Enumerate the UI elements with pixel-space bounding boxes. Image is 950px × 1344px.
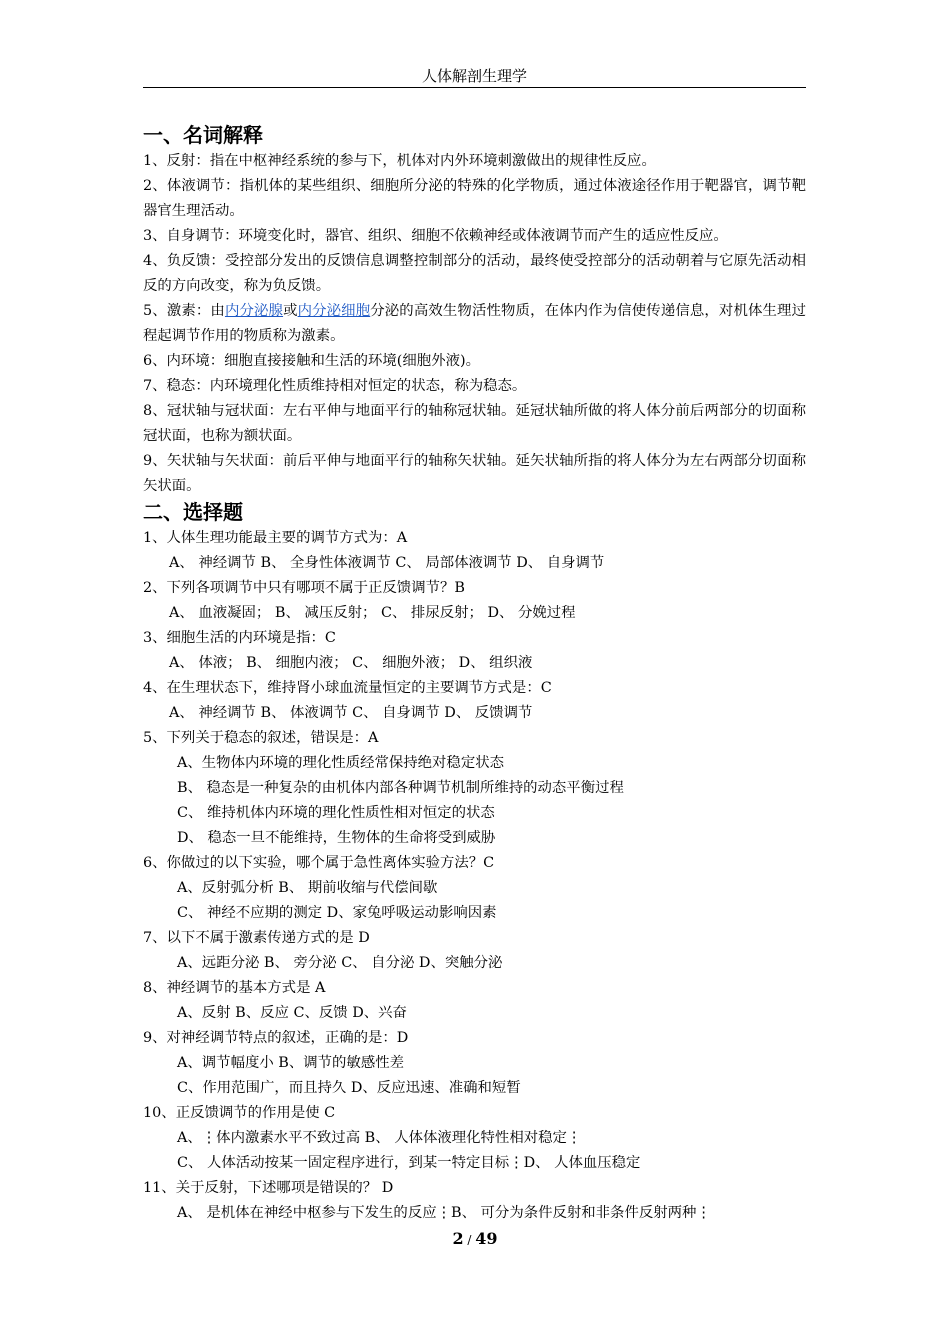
question-options: A、 体液； B、 细胞内液； C、 细胞外液； D、 组织液 <box>169 655 533 671</box>
definition-item <box>143 299 806 349</box>
page-total: 49 <box>475 1229 498 1248</box>
definition-item: 2、体液调节：指机体的某些组织、细胞所分泌的特殊的化学物质，通过体液途径作用于靶器官，调节靶器官生理活动。 <box>143 178 806 219</box>
question-options: A、 神经调节 B、 全身性体液调节 C、 局部体液调节 D、 自身调节 <box>169 555 605 571</box>
definition-text: 或 <box>283 303 298 319</box>
question: 1、人体生理功能最主要的调节方式为：A <box>143 530 408 546</box>
question: 8、神经调节的基本方式是 A <box>143 980 326 996</box>
question: 9、对神经调节特点的叙述，正确的是：D <box>143 1030 409 1046</box>
section-heading-definitions: 一、名词解释 <box>143 123 263 147</box>
definition-text: 分泌的高效生物活性物质，在体内作为信使传递信息，对机体生理过程起调节作用的物质称为激素。 <box>143 303 806 344</box>
question: 11、关于反射，下述哪项是错误的？ D <box>143 1180 394 1196</box>
page-number <box>0 1228 950 1251</box>
question-options: A、远距分泌 B、 旁分泌 C、 自分泌 D、突触分泌 <box>177 955 503 971</box>
definition-item: 3、自身调节：环境变化时，器官、组织、细胞不依赖神经或体液调节而产生的适应性反应。 <box>143 228 728 244</box>
page-header: 人体解剖生理学 <box>421 67 527 85</box>
question-options: C、 人体活动按某一固定程序进行，到某一特定目标⋮D、 人体血压稳定 <box>177 1155 641 1171</box>
definition-item: 9、矢状轴与矢状面：前后平伸与地面平行的轴称矢状轴。延矢状轴所指的将人体分为左右两部分切面称矢状面。 <box>143 453 806 494</box>
question: 10、正反馈调节的作用是使 C <box>143 1105 336 1121</box>
section-heading-choices: 二、选择题 <box>143 500 243 524</box>
link-endocrine-cell[interactable]: 内分泌细胞 <box>297 303 371 319</box>
link-endocrine-gland[interactable]: 内分泌腺 <box>224 303 284 319</box>
page-content <box>143 122 813 1226</box>
question: 6、你做过的以下实验，哪个属于急性离体实验方法？C <box>143 855 495 871</box>
question-options: A、 是机体在神经中枢参与下发生的反应⋮B、 可分为条件反射和非条件反射两种⋮ <box>177 1205 711 1221</box>
question: 2、下列各项调节中只有哪项不属于正反馈调节？B <box>143 580 465 596</box>
question: 3、细胞生活的内环境是指：C <box>143 630 336 646</box>
page-separator: / <box>463 1233 476 1247</box>
question-options: C、作用范围广，而且持久 D、反应迅速、准确和短暂 <box>177 1080 521 1096</box>
definition-text: 5、激素：由 <box>143 303 225 319</box>
header-divider <box>143 87 806 88</box>
question: 4、在生理状态下，维持肾小球血流量恒定的主要调节方式是：C <box>143 680 552 696</box>
question-options: A、 神经调节 B、 体液调节 C、 自身调节 D、 反馈调节 <box>169 705 533 721</box>
definition-item: 4、负反馈：受控部分发出的反馈信息调整控制部分的活动，最终使受控部分的活动朝着与它原先活动相反的方向改变，称为负反馈。 <box>143 253 806 294</box>
question-options: A、反射 B、反应 C、反馈 D、兴奋 <box>177 1005 407 1021</box>
definition-item: 8、冠状轴与冠状面：左右平伸与地面平行的轴称冠状轴。延冠状轴所做的将人体分前后两部分的切面称冠状面，也称为额状面。 <box>143 403 806 444</box>
definition-item: 6、内环境：细胞直接接触和生活的环境(细胞外液)。 <box>143 353 480 369</box>
question-options: B、 稳态是一种复杂的由机体内部各种调节机制所维持的动态平衡过程 <box>177 780 624 796</box>
question-options: C、 维持机体内环境的理化性质性相对恒定的状态 <box>177 805 495 821</box>
question-options: A、 血液凝固； B、 减压反射； C、 排尿反射； D、 分娩过程 <box>169 605 576 621</box>
question-options: C、 神经不应期的测定 D、家兔呼吸运动影响因素 <box>177 905 497 921</box>
question-options: A、调节幅度小 B、调节的敏感性差 <box>177 1055 405 1071</box>
definition-item: 7、稳态：内环境理化性质维持相对恒定的状态，称为稳态。 <box>143 378 527 394</box>
question-options: D、 稳态一旦不能维持，生物体的生命将受到威胁 <box>177 830 496 846</box>
question: 7、以下不属于激素传递方式的是 D <box>143 930 370 946</box>
question-options: A、生物体内环境的理化性质经常保持绝对稳定状态 <box>177 755 504 771</box>
page-current: 2 <box>452 1229 464 1248</box>
question-options: A、⋮体内激素水平不致过高 B、 人体体液理化特性相对稳定⋮ <box>177 1130 582 1146</box>
question: 5、下列关于稳态的叙述，错误是：A <box>143 730 379 746</box>
question-options: A、反射弧分析 B、 期前收缩与代偿间歇 <box>177 880 438 896</box>
definition-item: 1、反射：指在中枢神经系统的参与下，机体对内外环境刺激做出的规律性反应。 <box>143 153 656 169</box>
